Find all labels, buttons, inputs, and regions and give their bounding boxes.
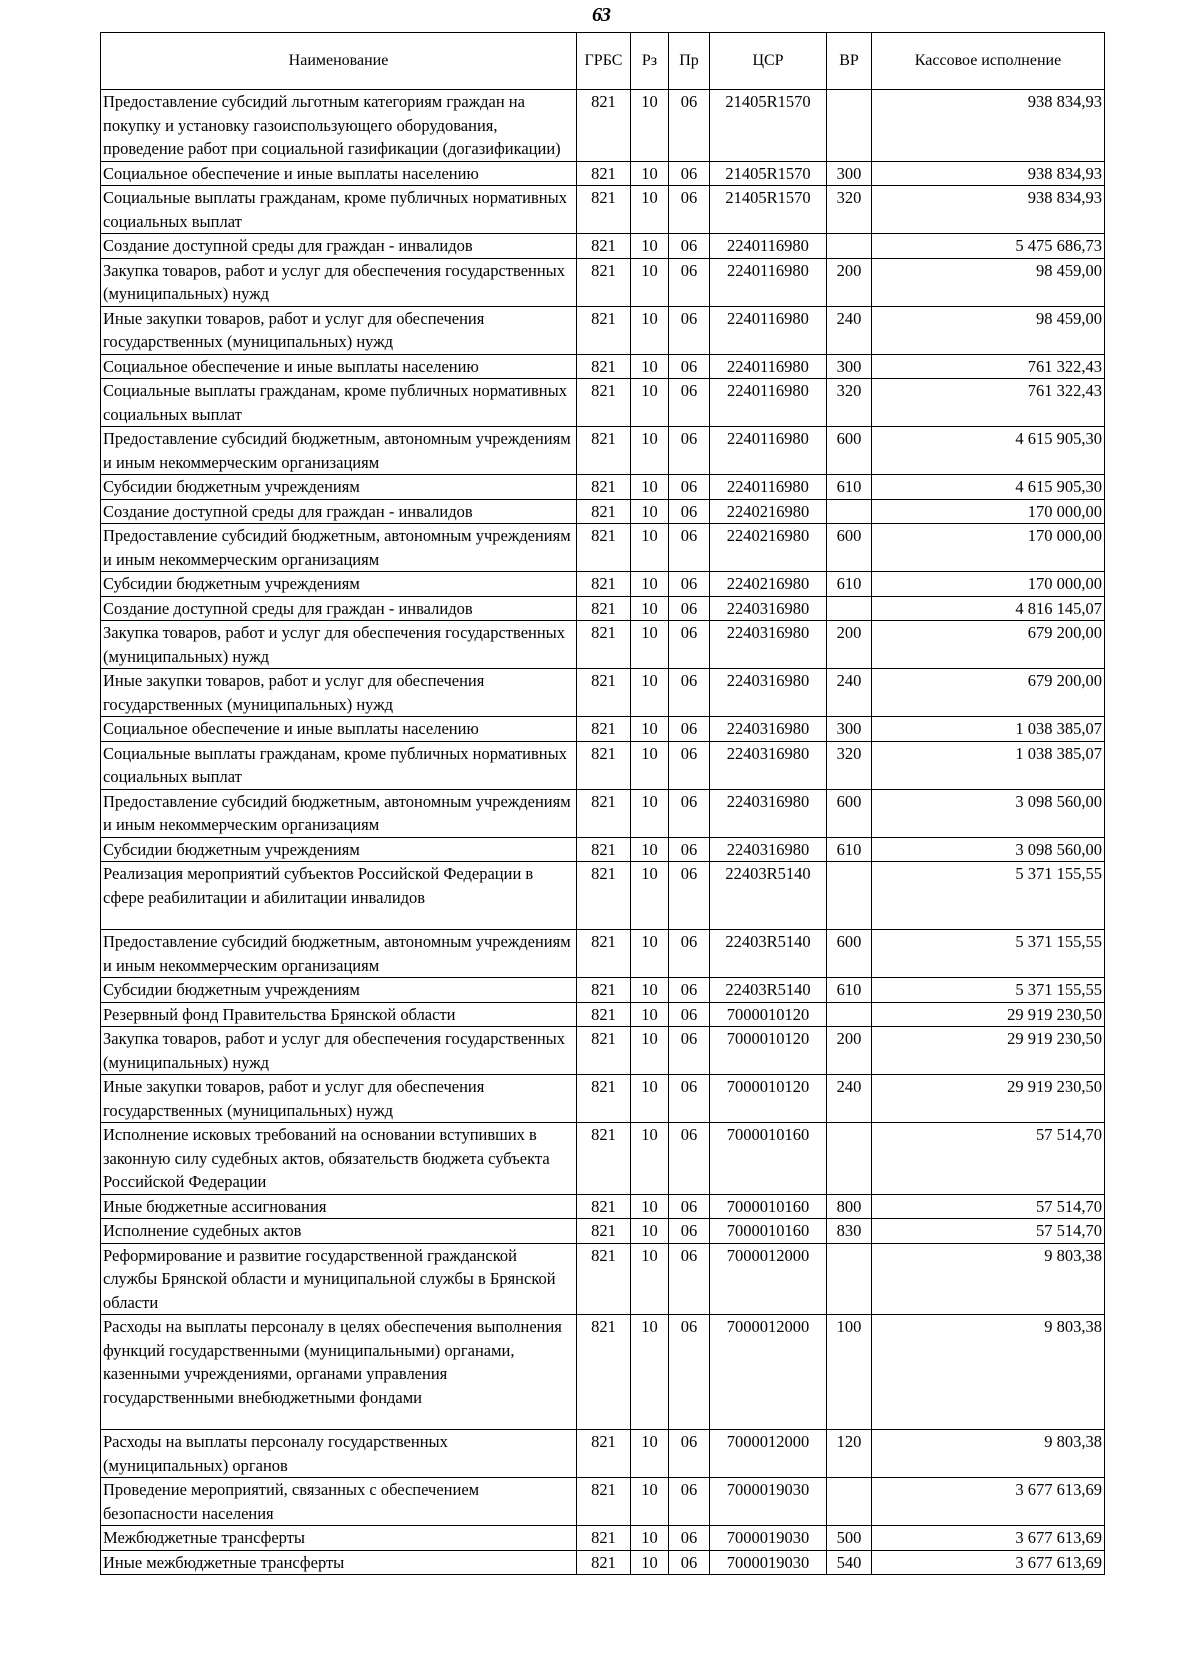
- cell-pr: 06: [669, 499, 710, 524]
- cell-vr: 800: [827, 1194, 872, 1219]
- cell-vr: [827, 1243, 872, 1315]
- cell-pr: 06: [669, 427, 710, 475]
- budget-execution-table: [100, 32, 1105, 1575]
- cell-grbs: 821: [577, 1002, 631, 1027]
- cell-name: Создание доступной среды для граждан - инвалидов: [101, 499, 577, 524]
- cell-grbs: 821: [577, 1219, 631, 1244]
- cell-name: Предоставление субсидий бюджетным, автономным учреждениям и иным некоммерческим организациям: [101, 789, 577, 837]
- cell-rz: 10: [631, 234, 669, 259]
- cell-grbs: 821: [577, 161, 631, 186]
- cell-rz: 10: [631, 1002, 669, 1027]
- cell-pr: 06: [669, 354, 710, 379]
- cell-name: Иные межбюджетные трансферты: [101, 1550, 577, 1575]
- cell-pr: 06: [669, 930, 710, 978]
- table-row: [101, 161, 1105, 186]
- table-row: [101, 978, 1105, 1003]
- cell-name: Исполнение судебных актов: [101, 1219, 577, 1244]
- cell-name: Исполнение исковых требований на основании вступивших в законную силу судебных актов, обязательств бюджета субъекта Российской Федерации: [101, 1123, 577, 1195]
- cell-name: Социальное обеспечение и иные выплаты населению: [101, 717, 577, 742]
- cell-name: Социальные выплаты гражданам, кроме публичных нормативных социальных выплат: [101, 379, 577, 427]
- cell-vr: 300: [827, 354, 872, 379]
- cell-rz: 10: [631, 186, 669, 234]
- cell-csr: 2240316980: [710, 596, 827, 621]
- cell-grbs: 821: [577, 499, 631, 524]
- cell-grbs: 821: [577, 741, 631, 789]
- cell-csr: 7000010120: [710, 1075, 827, 1123]
- cell-rz: 10: [631, 1194, 669, 1219]
- cell-grbs: 821: [577, 1243, 631, 1315]
- cell-csr: 2240316980: [710, 789, 827, 837]
- cell-pr: 06: [669, 475, 710, 500]
- cell-name: Расходы на выплаты персоналу в целях обеспечения выполнения функций государственными (муниципальными) органами, казенными учреждениями, органами управления государственными внебюджетными фондами: [101, 1315, 577, 1430]
- cell-amount: 4 615 905,30: [872, 475, 1105, 500]
- cell-amount: 4 816 145,07: [872, 596, 1105, 621]
- cell-pr: 06: [669, 669, 710, 717]
- cell-pr: 06: [669, 1002, 710, 1027]
- cell-rz: 10: [631, 1123, 669, 1195]
- cell-csr: 2240316980: [710, 621, 827, 669]
- cell-amount: 98 459,00: [872, 306, 1105, 354]
- cell-rz: 10: [631, 669, 669, 717]
- cell-rz: 10: [631, 524, 669, 572]
- cell-vr: 610: [827, 837, 872, 862]
- cell-amount: 761 322,43: [872, 354, 1105, 379]
- cell-vr: [827, 499, 872, 524]
- cell-grbs: 821: [577, 930, 631, 978]
- cell-amount: 5 475 686,73: [872, 234, 1105, 259]
- cell-grbs: 821: [577, 789, 631, 837]
- cell-rz: 10: [631, 1315, 669, 1430]
- table-row: [101, 1243, 1105, 1315]
- cell-rz: 10: [631, 1478, 669, 1526]
- cell-csr: 22403R5140: [710, 930, 827, 978]
- cell-csr: 2240116980: [710, 475, 827, 500]
- cell-amount: 5 371 155,55: [872, 862, 1105, 930]
- cell-pr: 06: [669, 596, 710, 621]
- cell-pr: 06: [669, 1315, 710, 1430]
- cell-name: Реализация мероприятий субъектов Российской Федерации в сфере реабилитации и абилитации инвалидов: [101, 862, 577, 930]
- cell-pr: 06: [669, 572, 710, 597]
- cell-amount: 938 834,93: [872, 186, 1105, 234]
- cell-rz: 10: [631, 1550, 669, 1575]
- cell-grbs: 821: [577, 862, 631, 930]
- cell-amount: 3 677 613,69: [872, 1526, 1105, 1551]
- cell-amount: 29 919 230,50: [872, 1075, 1105, 1123]
- cell-vr: 830: [827, 1219, 872, 1244]
- table-row: [101, 379, 1105, 427]
- cell-pr: 06: [669, 862, 710, 930]
- cell-vr: 100: [827, 1315, 872, 1430]
- cell-csr: 2240116980: [710, 258, 827, 306]
- table-row: [101, 1526, 1105, 1551]
- cell-rz: 10: [631, 1027, 669, 1075]
- cell-name: Межбюджетные трансферты: [101, 1526, 577, 1551]
- cell-pr: 06: [669, 741, 710, 789]
- cell-rz: 10: [631, 499, 669, 524]
- cell-csr: 2240316980: [710, 741, 827, 789]
- cell-grbs: 821: [577, 1526, 631, 1551]
- cell-amount: 9 803,38: [872, 1430, 1105, 1478]
- cell-vr: [827, 1002, 872, 1027]
- cell-grbs: 821: [577, 669, 631, 717]
- table-row: [101, 1430, 1105, 1478]
- cell-grbs: 821: [577, 234, 631, 259]
- cell-vr: 240: [827, 669, 872, 717]
- cell-vr: [827, 1123, 872, 1195]
- cell-rz: 10: [631, 354, 669, 379]
- cell-rz: 10: [631, 475, 669, 500]
- table-row: [101, 1478, 1105, 1526]
- cell-csr: 7000012000: [710, 1315, 827, 1430]
- header-rz: Рз: [631, 33, 669, 90]
- cell-vr: 610: [827, 572, 872, 597]
- cell-rz: 10: [631, 1243, 669, 1315]
- cell-pr: 06: [669, 186, 710, 234]
- cell-csr: 7000010160: [710, 1219, 827, 1244]
- cell-name: Предоставление субсидий льготным категориям граждан на покупку и установку газоиспользующего оборудования, проведение работ при социальной газификации (догазификации): [101, 90, 577, 162]
- cell-vr: 500: [827, 1526, 872, 1551]
- cell-pr: 06: [669, 1123, 710, 1195]
- table-row: [101, 572, 1105, 597]
- cell-csr: 2240316980: [710, 669, 827, 717]
- cell-pr: 06: [669, 978, 710, 1003]
- cell-amount: 170 000,00: [872, 572, 1105, 597]
- cell-amount: 170 000,00: [872, 524, 1105, 572]
- table-header-row: [101, 33, 1105, 90]
- header-vr: ВР: [827, 33, 872, 90]
- cell-csr: 7000019030: [710, 1478, 827, 1526]
- cell-rz: 10: [631, 306, 669, 354]
- cell-amount: 98 459,00: [872, 258, 1105, 306]
- cell-pr: 06: [669, 1478, 710, 1526]
- cell-vr: 600: [827, 789, 872, 837]
- cell-pr: 06: [669, 90, 710, 162]
- cell-pr: 06: [669, 789, 710, 837]
- cell-name: Социальное обеспечение и иные выплаты населению: [101, 354, 577, 379]
- cell-name: Предоставление субсидий бюджетным, автономным учреждениям и иным некоммерческим организациям: [101, 524, 577, 572]
- cell-pr: 06: [669, 1027, 710, 1075]
- table-row: [101, 669, 1105, 717]
- table-row: [101, 186, 1105, 234]
- table-body: [101, 90, 1105, 1575]
- cell-amount: 938 834,93: [872, 90, 1105, 162]
- cell-amount: 1 038 385,07: [872, 717, 1105, 742]
- cell-pr: 06: [669, 1194, 710, 1219]
- cell-pr: 06: [669, 1243, 710, 1315]
- cell-grbs: 821: [577, 837, 631, 862]
- cell-csr: 7000010160: [710, 1123, 827, 1195]
- cell-grbs: 821: [577, 258, 631, 306]
- page-number: 63: [592, 4, 610, 26]
- cell-name: Социальные выплаты гражданам, кроме публичных нормативных социальных выплат: [101, 186, 577, 234]
- table-row: [101, 90, 1105, 162]
- cell-grbs: 821: [577, 306, 631, 354]
- cell-csr: 2240116980: [710, 379, 827, 427]
- cell-grbs: 821: [577, 1550, 631, 1575]
- cell-amount: 57 514,70: [872, 1219, 1105, 1244]
- cell-name: Закупка товаров, работ и услуг для обеспечения государственных (муниципальных) нужд: [101, 621, 577, 669]
- cell-vr: 240: [827, 1075, 872, 1123]
- cell-rz: 10: [631, 258, 669, 306]
- cell-rz: 10: [631, 978, 669, 1003]
- cell-name: Социальные выплаты гражданам, кроме публичных нормативных социальных выплат: [101, 741, 577, 789]
- cell-rz: 10: [631, 1075, 669, 1123]
- cell-grbs: 821: [577, 717, 631, 742]
- cell-csr: 2240116980: [710, 306, 827, 354]
- cell-csr: 2240216980: [710, 572, 827, 597]
- cell-pr: 06: [669, 1075, 710, 1123]
- header-pr: Пр: [669, 33, 710, 90]
- header-amount: Кассовое исполнение: [872, 33, 1105, 90]
- cell-grbs: 821: [577, 524, 631, 572]
- cell-rz: 10: [631, 572, 669, 597]
- cell-amount: 5 371 155,55: [872, 978, 1105, 1003]
- cell-amount: 29 919 230,50: [872, 1002, 1105, 1027]
- cell-name: Иные закупки товаров, работ и услуг для обеспечения государственных (муниципальных) нужд: [101, 1075, 577, 1123]
- table-row: [101, 1123, 1105, 1195]
- cell-rz: 10: [631, 741, 669, 789]
- cell-name: Социальное обеспечение и иные выплаты населению: [101, 161, 577, 186]
- cell-vr: [827, 90, 872, 162]
- cell-pr: 06: [669, 1526, 710, 1551]
- table-row: [101, 1315, 1105, 1430]
- cell-name: Проведение мероприятий, связанных с обеспечением безопасности населения: [101, 1478, 577, 1526]
- table-row: [101, 306, 1105, 354]
- table-row: [101, 596, 1105, 621]
- cell-rz: 10: [631, 789, 669, 837]
- header-name: Наименование: [101, 33, 577, 90]
- cell-rz: 10: [631, 1526, 669, 1551]
- cell-grbs: 821: [577, 1123, 631, 1195]
- cell-amount: 4 615 905,30: [872, 427, 1105, 475]
- cell-grbs: 821: [577, 475, 631, 500]
- cell-rz: 10: [631, 1430, 669, 1478]
- cell-rz: 10: [631, 596, 669, 621]
- cell-amount: 9 803,38: [872, 1315, 1105, 1430]
- cell-vr: 320: [827, 186, 872, 234]
- table-row: [101, 1194, 1105, 1219]
- cell-grbs: 821: [577, 1194, 631, 1219]
- cell-vr: 600: [827, 930, 872, 978]
- cell-name: Субсидии бюджетным учреждениям: [101, 572, 577, 597]
- cell-amount: 3 098 560,00: [872, 789, 1105, 837]
- cell-pr: 06: [669, 837, 710, 862]
- cell-vr: 610: [827, 978, 872, 1003]
- table-row: [101, 1002, 1105, 1027]
- cell-name: Субсидии бюджетным учреждениям: [101, 475, 577, 500]
- cell-csr: 21405R1570: [710, 161, 827, 186]
- cell-grbs: 821: [577, 978, 631, 1003]
- table-row: [101, 234, 1105, 259]
- cell-csr: 7000010160: [710, 1194, 827, 1219]
- cell-csr: 7000010120: [710, 1027, 827, 1075]
- cell-name: Иные закупки товаров, работ и услуг для обеспечения государственных (муниципальных) нужд: [101, 306, 577, 354]
- cell-amount: 679 200,00: [872, 621, 1105, 669]
- cell-name: Предоставление субсидий бюджетным, автономным учреждениям и иным некоммерческим организациям: [101, 427, 577, 475]
- cell-vr: 300: [827, 717, 872, 742]
- cell-amount: 57 514,70: [872, 1123, 1105, 1195]
- cell-grbs: 821: [577, 572, 631, 597]
- cell-csr: 7000010120: [710, 1002, 827, 1027]
- cell-csr: 21405R1570: [710, 186, 827, 234]
- cell-vr: [827, 1478, 872, 1526]
- cell-amount: 5 371 155,55: [872, 930, 1105, 978]
- cell-vr: 240: [827, 306, 872, 354]
- cell-rz: 10: [631, 90, 669, 162]
- cell-csr: 2240116980: [710, 354, 827, 379]
- header-csr: ЦСР: [710, 33, 827, 90]
- cell-pr: 06: [669, 306, 710, 354]
- cell-csr: 2240316980: [710, 717, 827, 742]
- cell-grbs: 821: [577, 621, 631, 669]
- cell-name: Расходы на выплаты персоналу государственных (муниципальных) органов: [101, 1430, 577, 1478]
- cell-pr: 06: [669, 234, 710, 259]
- table-row: [101, 862, 1105, 930]
- cell-amount: 1 038 385,07: [872, 741, 1105, 789]
- cell-name: Иные закупки товаров, работ и услуг для обеспечения государственных (муниципальных) нужд: [101, 669, 577, 717]
- table-row: [101, 258, 1105, 306]
- table-row: [101, 524, 1105, 572]
- cell-grbs: 821: [577, 354, 631, 379]
- cell-grbs: 821: [577, 1430, 631, 1478]
- cell-amount: 3 677 613,69: [872, 1478, 1105, 1526]
- cell-csr: 7000012000: [710, 1243, 827, 1315]
- cell-name: Создание доступной среды для граждан - инвалидов: [101, 596, 577, 621]
- cell-name: Субсидии бюджетным учреждениям: [101, 837, 577, 862]
- cell-vr: 540: [827, 1550, 872, 1575]
- cell-amount: 57 514,70: [872, 1194, 1105, 1219]
- cell-name: Субсидии бюджетным учреждениям: [101, 978, 577, 1003]
- table-row: [101, 427, 1105, 475]
- cell-name: Иные бюджетные ассигнования: [101, 1194, 577, 1219]
- cell-pr: 06: [669, 1219, 710, 1244]
- table-row: [101, 1550, 1105, 1575]
- cell-vr: 320: [827, 741, 872, 789]
- cell-name: Предоставление субсидий бюджетным, автономным учреждениям и иным некоммерческим организациям: [101, 930, 577, 978]
- cell-pr: 06: [669, 717, 710, 742]
- cell-csr: 7000012000: [710, 1430, 827, 1478]
- cell-grbs: 821: [577, 379, 631, 427]
- cell-amount: 3 098 560,00: [872, 837, 1105, 862]
- cell-vr: 200: [827, 621, 872, 669]
- cell-rz: 10: [631, 837, 669, 862]
- cell-pr: 06: [669, 621, 710, 669]
- cell-rz: 10: [631, 427, 669, 475]
- cell-name: Резервный фонд Правительства Брянской области: [101, 1002, 577, 1027]
- cell-rz: 10: [631, 717, 669, 742]
- header-grbs: ГРБС: [577, 33, 631, 90]
- cell-amount: 938 834,93: [872, 161, 1105, 186]
- cell-grbs: 821: [577, 1027, 631, 1075]
- cell-grbs: 821: [577, 596, 631, 621]
- table-row: [101, 475, 1105, 500]
- table-row: [101, 499, 1105, 524]
- cell-name: Закупка товаров, работ и услуг для обеспечения государственных (муниципальных) нужд: [101, 258, 577, 306]
- cell-csr: 2240116980: [710, 234, 827, 259]
- cell-pr: 06: [669, 258, 710, 306]
- cell-grbs: 821: [577, 90, 631, 162]
- cell-vr: [827, 862, 872, 930]
- cell-grbs: 821: [577, 1315, 631, 1430]
- cell-amount: 170 000,00: [872, 499, 1105, 524]
- table-row: [101, 354, 1105, 379]
- cell-vr: 300: [827, 161, 872, 186]
- cell-rz: 10: [631, 379, 669, 427]
- cell-name: Закупка товаров, работ и услуг для обеспечения государственных (муниципальных) нужд: [101, 1027, 577, 1075]
- table-row: [101, 741, 1105, 789]
- cell-csr: 2240216980: [710, 524, 827, 572]
- cell-grbs: 821: [577, 1075, 631, 1123]
- table-row: [101, 621, 1105, 669]
- cell-name: Создание доступной среды для граждан - инвалидов: [101, 234, 577, 259]
- cell-rz: 10: [631, 1219, 669, 1244]
- cell-pr: 06: [669, 379, 710, 427]
- cell-csr: 22403R5140: [710, 978, 827, 1003]
- cell-vr: 200: [827, 1027, 872, 1075]
- table-row: [101, 1075, 1105, 1123]
- cell-csr: 21405R1570: [710, 90, 827, 162]
- cell-pr: 06: [669, 1550, 710, 1575]
- cell-rz: 10: [631, 930, 669, 978]
- cell-rz: 10: [631, 862, 669, 930]
- cell-name: Реформирование и развитие государственной гражданской службы Брянской области и муниципальной службы в Брянской области: [101, 1243, 577, 1315]
- cell-csr: 22403R5140: [710, 862, 827, 930]
- table-row: [101, 837, 1105, 862]
- cell-vr: 600: [827, 524, 872, 572]
- cell-vr: 120: [827, 1430, 872, 1478]
- cell-amount: 679 200,00: [872, 669, 1105, 717]
- cell-grbs: 821: [577, 1478, 631, 1526]
- table-row: [101, 1219, 1105, 1244]
- cell-csr: 2240116980: [710, 427, 827, 475]
- cell-csr: 2240216980: [710, 499, 827, 524]
- cell-amount: 9 803,38: [872, 1243, 1105, 1315]
- cell-grbs: 821: [577, 427, 631, 475]
- cell-vr: 200: [827, 258, 872, 306]
- cell-rz: 10: [631, 621, 669, 669]
- cell-pr: 06: [669, 524, 710, 572]
- cell-vr: 610: [827, 475, 872, 500]
- cell-grbs: 821: [577, 186, 631, 234]
- table-row: [101, 717, 1105, 742]
- cell-pr: 06: [669, 1430, 710, 1478]
- cell-csr: 2240316980: [710, 837, 827, 862]
- table-row: [101, 930, 1105, 978]
- cell-csr: 7000019030: [710, 1526, 827, 1551]
- table-row: [101, 789, 1105, 837]
- cell-vr: [827, 596, 872, 621]
- cell-vr: 600: [827, 427, 872, 475]
- cell-amount: 3 677 613,69: [872, 1550, 1105, 1575]
- cell-csr: 7000019030: [710, 1550, 827, 1575]
- cell-vr: 320: [827, 379, 872, 427]
- cell-amount: 29 919 230,50: [872, 1027, 1105, 1075]
- table-row: [101, 1027, 1105, 1075]
- cell-vr: [827, 234, 872, 259]
- cell-pr: 06: [669, 161, 710, 186]
- cell-rz: 10: [631, 161, 669, 186]
- cell-amount: 761 322,43: [872, 379, 1105, 427]
